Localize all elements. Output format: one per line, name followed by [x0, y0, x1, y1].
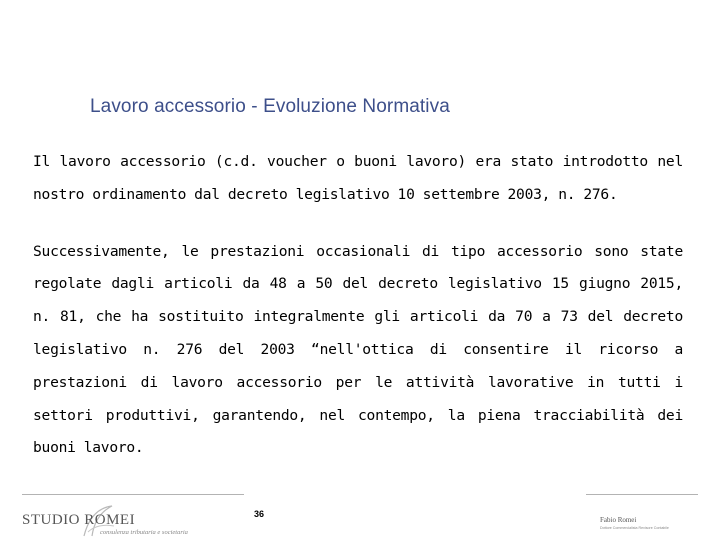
fabio-romei-logo — [600, 516, 710, 538]
studio-romei-logo-text: STUDIO ROMEI — [22, 512, 136, 528]
studio-romei-tagline: consulenza tributaria e societaria — [100, 529, 188, 536]
fabio-romei-name: Fabio Romei — [600, 516, 637, 524]
fabio-romei-subtitle: Dottore Commercialista Revisore Contabile — [600, 526, 669, 530]
page-number: 36 — [254, 509, 265, 519]
studio-romei-logo — [18, 500, 218, 540]
paragraph-evolution: Successivamente, le prestazioni occasionali di tipo accessorio sono state regolate dagli articoli da 48 a 50 del decreto legislativo 15 giugno 2015, n. 81, che ha sostituito integralmente gli articoli da 70 a 73 del decreto legislativo n. 276 del 2003 “nell'ottica di consentire il ricorso a prestazioni di lavoro accessorio per le attività lavorative in tutti i settori produttivi, garantendo, nel contempo, la piena tracciabilità dei buoni lavoro. — [33, 242, 683, 457]
slide-body — [33, 146, 683, 465]
slide-title: Lavoro accessorio - Evoluzione Normativa — [90, 96, 450, 117]
footer-divider-left — [22, 494, 244, 495]
paragraph-intro: Il lavoro accessorio (c.d. voucher o buoni lavoro) era stato introdotto nel nostro ordinamento dal decreto legislativo 10 settembre 2003, n. 276. — [33, 153, 683, 203]
footer-divider-right — [586, 494, 698, 495]
